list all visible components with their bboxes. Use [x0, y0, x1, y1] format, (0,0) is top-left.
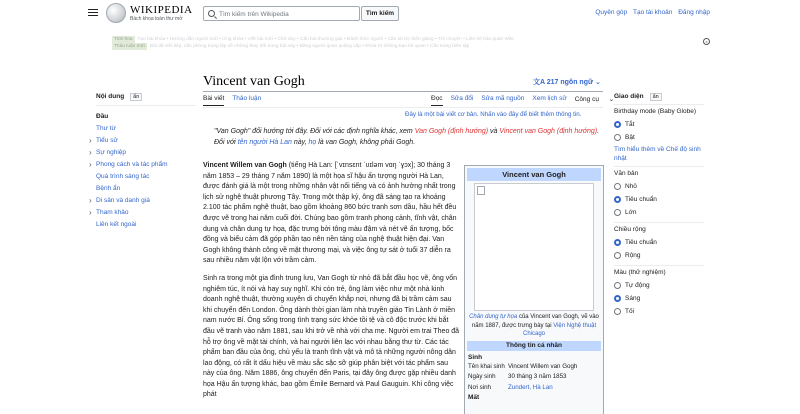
toc-item[interactable]: Thư từ: [96, 125, 116, 132]
caption-text: của Vincent van Gogh, vẽ vào năm 1887, được trưng bày tại: [471, 314, 599, 329]
radio-unchecked[interactable]: [614, 209, 621, 216]
option-label: Bật: [625, 134, 635, 141]
caption-link[interactable]: Chân dung tự họa: [469, 314, 518, 320]
wikipedia-wordmark[interactable]: WIKIPEDIA: [130, 4, 193, 16]
row-label: Tên khai sinh: [468, 362, 505, 370]
row-label: Nơi sinh: [468, 383, 491, 391]
wikipedia-globe-logo[interactable]: [106, 3, 126, 23]
toc-item[interactable]: › Tham khảo: [96, 207, 196, 219]
radio-unchecked[interactable]: [614, 308, 621, 315]
color-label: Màu (thử nghiệm): [614, 269, 666, 276]
search-box[interactable]: [203, 6, 360, 21]
panel-divider: [614, 265, 704, 266]
appearance-panel: [614, 93, 704, 318]
toc-hide-button[interactable]: ẩn: [130, 93, 142, 101]
title-divider: [203, 91, 603, 92]
panel-divider: [614, 104, 704, 105]
hatnote-text: là van Gogh, không phải Gogh.: [316, 138, 416, 146]
option-label: Rộng: [625, 252, 641, 259]
option-label: Nhỏ: [625, 183, 637, 190]
birthday-mode-label: Birthday mode (Baby Globe): [614, 108, 697, 115]
disambiguation-link[interactable]: Vincent van Gogh (định hướng): [499, 128, 598, 135]
article-body: [203, 161, 461, 408]
art-institute-link[interactable]: Viện Nghệ thuật Chicago: [522, 322, 597, 337]
banner-line[interactable]: Tạo bài khóa • Hướng dẫn người mới • Ứng khóa • Viết bài mới • Chờ duy • Cần bài thường giai • Đánh thức người • Cần tài trợ biên giáng • Trò chuyện • Liên hệ bảo quản Wiki: [137, 37, 514, 42]
toc-item-top[interactable]: Đầu: [96, 113, 109, 120]
infobox-title: Vincent van Gogh: [467, 168, 601, 181]
width-label: Chiều rộng: [614, 226, 646, 233]
site-header: [0, 0, 800, 30]
disambiguation-link[interactable]: Van Gogh (định hướng): [414, 128, 489, 135]
toc-item[interactable]: Liên kết ngoài: [96, 221, 137, 228]
panel-divider: [614, 166, 704, 167]
hatnote-text: "Van Gogh" đổi hướng tới đây. Đối với các định nghĩa khác, xem: [214, 128, 415, 135]
language-count: 217 ngôn ngữ: [546, 79, 594, 86]
hatnote-text: và: [488, 128, 500, 135]
tab-read[interactable]: Đọc: [431, 95, 443, 106]
language-button[interactable]: [533, 77, 601, 87]
tab-article[interactable]: Bài viết: [203, 95, 224, 106]
color-auto-option[interactable]: [614, 279, 704, 292]
toc-item[interactable]: › Phong cách và tác phẩm: [96, 159, 196, 171]
option-label: Sáng: [625, 295, 641, 302]
table-of-contents: [96, 93, 196, 231]
radio-checked[interactable]: [614, 295, 621, 302]
toc-heading: Nội dung: [96, 93, 125, 100]
panel-divider: [614, 222, 704, 223]
radio-checked[interactable]: [614, 121, 621, 128]
self-portrait-image[interactable]: [474, 183, 594, 311]
page-title: Vincent van Gogh: [203, 74, 305, 89]
wikipedia-tagline: Bách khoa toàn thư mở: [130, 16, 183, 22]
text-small-option[interactable]: [614, 180, 704, 193]
toc-item[interactable]: › Tiểu sử: [96, 135, 196, 147]
personal-info-header: Thông tin cá nhân: [467, 341, 601, 351]
radio-checked[interactable]: [614, 239, 621, 246]
banner-tag: Thảo luận mới: [114, 44, 145, 49]
row-label: Ngày sinh: [468, 373, 496, 380]
option-label: Tiêu chuẩn: [625, 196, 657, 203]
hatnote-text: này,: [291, 138, 309, 146]
dutch-names-link[interactable]: tên người Hà Lan: [237, 138, 292, 146]
article-notice: [405, 111, 581, 118]
text-size-label: Văn bản: [614, 170, 639, 177]
banner-line[interactable]: Bài đã viết tiếp, cần phòng trung lập về những thay đổi trong bài này • Đăng người quan quăng cấp • Khóa từ những bạn bè quan • Cần trang biên tập: [149, 44, 470, 49]
width-wide-option[interactable]: [614, 249, 704, 262]
option-label: Lớn: [625, 209, 637, 216]
paragraph-text: (tiếng Hà Lan: [ˈvɪnsɛnt ˈʋɪləm vɑŋ ˈɣɔx]; 30 tháng 3 năm 1853 – 29 tháng 7 năm 1890) là một họa sĩ hậu ấn tượng người Hà Lan, được đánh giá là một trong những nhân vật nổi tiếng và có ảnh hưởng nhất trong lịch sử nghệ thuật phương Tây. Trong một thập kỷ, ông đã sáng tạo ra khoảng 2.100 tác phẩm nghệ thuật, bao gồm khoảng 860 bức tranh sơn dầu, hầu hết đều được vẽ trong hai năm cuối đời. Chúng bao gồm tranh phong cảnh, tĩnh vật, chân dung và chân dung tự họa, đặc trưng bởi tông màu đậm và nét vẽ ấn tượng, bốc đồng và biểu cảm đã góp phần tạo nên nền tảng của nghệ thuật hiện đại. Van Gogh không thành công về mặt thương mại, và việc ông tự sát ở tuổi 37 diễn ra sau nhiều năm vật lộn với trầm cảm.: [203, 162, 457, 265]
toc-item[interactable]: › Di sản và danh giá: [96, 195, 196, 207]
banner-close-icon[interactable]: ×: [703, 38, 710, 45]
personal-tools: [591, 9, 710, 16]
radio-unchecked[interactable]: [614, 282, 621, 289]
tabs-divider: [203, 107, 603, 108]
paragraph: Sinh ra trong một gia đình trung lưu, Van Gogh từ nhỏ đã bắt đầu học vẽ, ông vốn nghiêm túc, ít nói và hay suy nghĩ. Khi còn trẻ, ông làm việc như một nhà kinh doanh nghệ thuật, thường xuyên di chuyển khắp nơi, nhưng đã bị trầm cảm sau khi chuyển đến London. Ông dành thời gian làm nhà truyền giáo Tin Lành ở miền nam nước Bỉ. Ông sống trong tình trạng sức khỏe tồi tệ và cô độc trước khi bắt đầu vẽ tranh vào năm 1881, sau khi trở về nhà với cha mẹ. Người em trai Theo đã hỗ trợ ông về mặt tài chính, và hai người liên lạc với nhau bằng thư từ. Các tác phẩm ban đầu của ông, chủ yếu là tranh tĩnh vật và mô tả những người nông dân lao động, có rất ít dấu hiệu về màu sắc sặc sỡ giúp phân biệt với tác phẩm sau này của ông. Năm 1886, ông chuyển đến Paris, tại đây ông được gặp nhiều danh họa Hậu ấn tượng khác, bao gồm Émile Bernard và Paul Gauguin. Khi công việc phát: [203, 274, 460, 399]
birthday-off-option[interactable]: [614, 118, 704, 131]
toc-item[interactable]: Bệnh ẩn: [96, 185, 121, 192]
infobox: [464, 165, 604, 414]
view-tabs: [431, 95, 630, 106]
create-account-link[interactable]: Tạo tài khoản: [632, 9, 673, 16]
radio-unchecked[interactable]: [614, 252, 621, 259]
option-label: Tự động: [625, 282, 650, 289]
toc-divider: [96, 105, 196, 106]
width-standard-option[interactable]: [614, 236, 704, 249]
image-caption: [465, 313, 603, 339]
tab-edit-source[interactable]: Sửa mã nguồn: [481, 95, 525, 102]
option-label: Tắt: [625, 121, 635, 128]
option-label: Tiêu chuẩn: [625, 239, 657, 246]
birthday-learn-more-link[interactable]: Tìm hiểu thêm về Chế độ sinh nhật: [614, 146, 701, 162]
text-standard-option[interactable]: [614, 193, 704, 206]
toc-item[interactable]: Quá trình sáng tác: [96, 173, 150, 180]
radio-checked[interactable]: [614, 196, 621, 203]
tab-talk[interactable]: Thảo luận: [232, 95, 262, 102]
main-menu-icon[interactable]: [88, 7, 98, 17]
namespace-tabs: [203, 95, 269, 106]
surname-link[interactable]: họ: [308, 138, 317, 146]
site-notice-banner: [112, 36, 702, 56]
toc-item[interactable]: › Sự nghiệp: [96, 147, 196, 159]
basic-article-note[interactable]: Đây là một bài viết cơ bản.: [405, 111, 479, 118]
hatnote-text: Đối với: [214, 138, 238, 146]
hatnote: [214, 127, 609, 148]
color-light-option[interactable]: [614, 292, 704, 305]
translate-icon: 文A: [533, 79, 545, 86]
tools-label: Công cụ: [574, 96, 599, 103]
banner-tag: Tinh hoa: [114, 37, 133, 42]
chevron-down-icon: ⌄: [608, 96, 615, 103]
infobox-row: [465, 362, 603, 373]
birth-subheader: Sinh: [468, 353, 483, 361]
infobox-row: [465, 383, 603, 394]
appearance-hide-button[interactable]: ẩn: [650, 93, 662, 101]
article-subject-name: Vincent Willem van Gogh: [203, 162, 287, 169]
search-button[interactable]: Tìm kiếm: [361, 6, 399, 21]
text-large-option[interactable]: [614, 206, 704, 219]
hatnote-text: .: [597, 128, 600, 135]
chevron-down-icon: ⌄: [595, 79, 601, 86]
login-link[interactable]: Đăng nhập: [678, 9, 710, 16]
appearance-heading: Giao diện: [614, 93, 644, 100]
birthday-on-option[interactable]: [614, 131, 704, 144]
row-value: Vincent Willem van Gogh: [508, 362, 578, 370]
tab-edit[interactable]: Sửa đổi: [450, 95, 474, 102]
lead-paragraph: [203, 161, 461, 267]
search-input[interactable]: [219, 9, 359, 19]
color-dark-option[interactable]: [614, 305, 704, 318]
option-label: Tối: [625, 308, 635, 315]
tab-history[interactable]: Xem lịch sử: [532, 95, 567, 102]
donate-link[interactable]: Quyên góp: [595, 9, 628, 16]
row-value: 30 tháng 3 năm 1853: [508, 373, 567, 380]
more-info-link[interactable]: Nhấn vào đây để biết thêm thông tin.: [480, 111, 582, 118]
birthplace-link[interactable]: Zundert, Hà Lan: [508, 383, 553, 391]
death-subheader: Mất: [468, 394, 480, 401]
infobox-row: [465, 372, 603, 383]
radio-unchecked[interactable]: [614, 183, 621, 190]
radio-unchecked[interactable]: [614, 134, 621, 141]
search-icon: [208, 10, 215, 17]
